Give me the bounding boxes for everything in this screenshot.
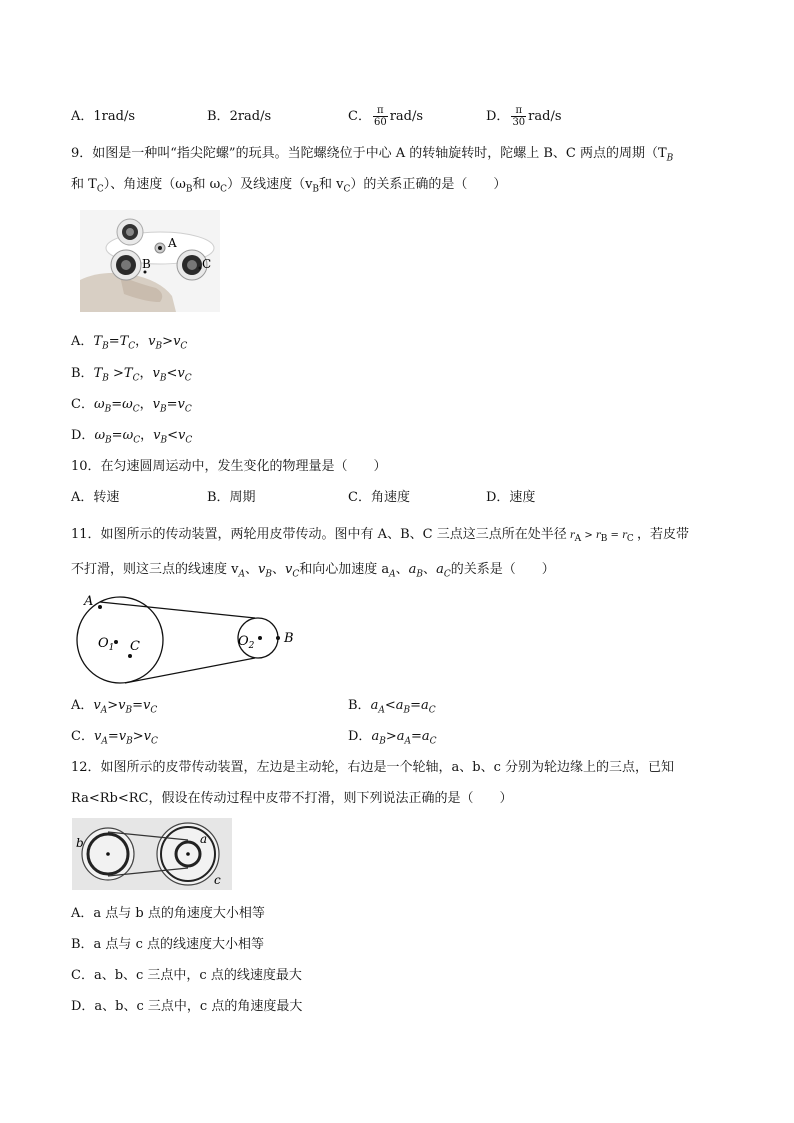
label-b: b <box>76 836 84 850</box>
q9-option-a: A．$T_B=T_C$，$v_B>v_C$ <box>71 334 188 352</box>
label-c: C <box>130 639 140 654</box>
q10-option-c: C．角速度 <box>348 490 410 505</box>
q12-option-b: B．a 点与 c 点的线速度大小相等 <box>71 937 264 952</box>
q9-stem-line1: 9．如图是一种叫“指尖陀螺”的玩具。当陀螺绕位于中心 A 的转轴旋转时，陀螺上 B、C 两点的周期（$T_B$ <box>71 146 674 164</box>
q12-option-c: C．a、b、c 三点中，c 点的线速度最大 <box>71 968 302 983</box>
q12-stem-line2: Ra<Rb<RC，假设在传动过程中皮带不打滑，则下列说法正确的是（ ） <box>71 791 513 806</box>
large-wheel-o1 <box>77 597 163 683</box>
q10-option-a: A．转速 <box>71 490 120 505</box>
fidget-spinner-figure <box>80 210 220 312</box>
label-b: B <box>142 257 151 271</box>
q8-option-d: D． $\frac{\pi}{30}$ rad/s <box>486 105 562 128</box>
q8-c-fraction: $\frac{\pi}{60}$ <box>373 105 387 128</box>
label-o1: $O_1$ <box>98 636 115 653</box>
q10-option-b: B．周期 <box>207 490 256 505</box>
belt-top <box>100 602 255 618</box>
q11-option-d: D．$a_B>a_A=a_C$ <box>348 729 437 747</box>
q12-option-d: D．a、b、c 三点中，c 点的角速度最大 <box>71 999 303 1014</box>
q10-stem: 10．在匀速圆周运动中，发生变化的物理量是（ ） <box>71 459 387 474</box>
q11-option-b: B．$a_A<a_B=a_C$ <box>348 698 436 716</box>
q12-option-a: A．a 点与 b 点的角速度大小相等 <box>71 906 265 921</box>
q11-stem-line2: 不打滑，则这三点的线速度 $v_A$、$v_B$、$v_C$和向心加速度 $a_A$、$a_B$、$a_C$的关系是（ ） <box>71 562 555 580</box>
q9-option-b: B．$T_B >T_C$，$v_B<v_C$ <box>71 366 192 384</box>
q8-option-a: A．1rad/s <box>71 109 135 124</box>
q8-d-fraction: $\frac{\pi}{30}$ <box>512 105 526 128</box>
q8-option-c: C． $\frac{\pi}{60}$ rad/s <box>348 105 424 128</box>
label-c: C <box>202 257 212 271</box>
q12-stem-line1: 12．如图所示的皮带传动装置，左边是主动轮，右边是一个轮轴，a、b、c 分别为轮边缘上的三点，已知 <box>71 760 675 775</box>
belt-bottom <box>125 658 255 683</box>
label-a: a <box>200 832 208 846</box>
label-b: B <box>284 631 294 646</box>
q10-option-d: D．速度 <box>486 490 536 505</box>
q11-option-c: C．$v_A=v_B>v_C$ <box>71 729 158 747</box>
q11-stem-line1: 11．如图所示的传动装置，两轮用皮带传动。图中有 A、B、C 三点这三点所在处半径 $r_A > r_B = r_C$ ，若皮带 <box>71 527 689 544</box>
q11-option-a: A．$v_A>v_B=v_C$ <box>71 698 158 716</box>
label-o2: $O_2$ <box>238 634 255 651</box>
belt-drive-figure-q12 <box>72 818 232 890</box>
q9-option-c: C．$\omega_B=\omega_C$，$v_B=v_C$ <box>71 397 192 415</box>
label-a: A <box>84 594 94 609</box>
label-a: A <box>168 236 177 250</box>
belt-drive-figure-q11 <box>70 590 310 690</box>
q8-option-b: B．2rad/s <box>207 109 272 124</box>
label-c: c <box>214 873 221 887</box>
q9-option-d: D．$\omega_B=\omega_C$，$v_B<v_C$ <box>71 428 193 446</box>
q9-stem-line2: 和 $T_C$）、角速度（$\omega_B$和 $\omega_C$）及线速度（$v_B$和 $v_C$）的关系正确的是（ ） <box>71 177 507 195</box>
